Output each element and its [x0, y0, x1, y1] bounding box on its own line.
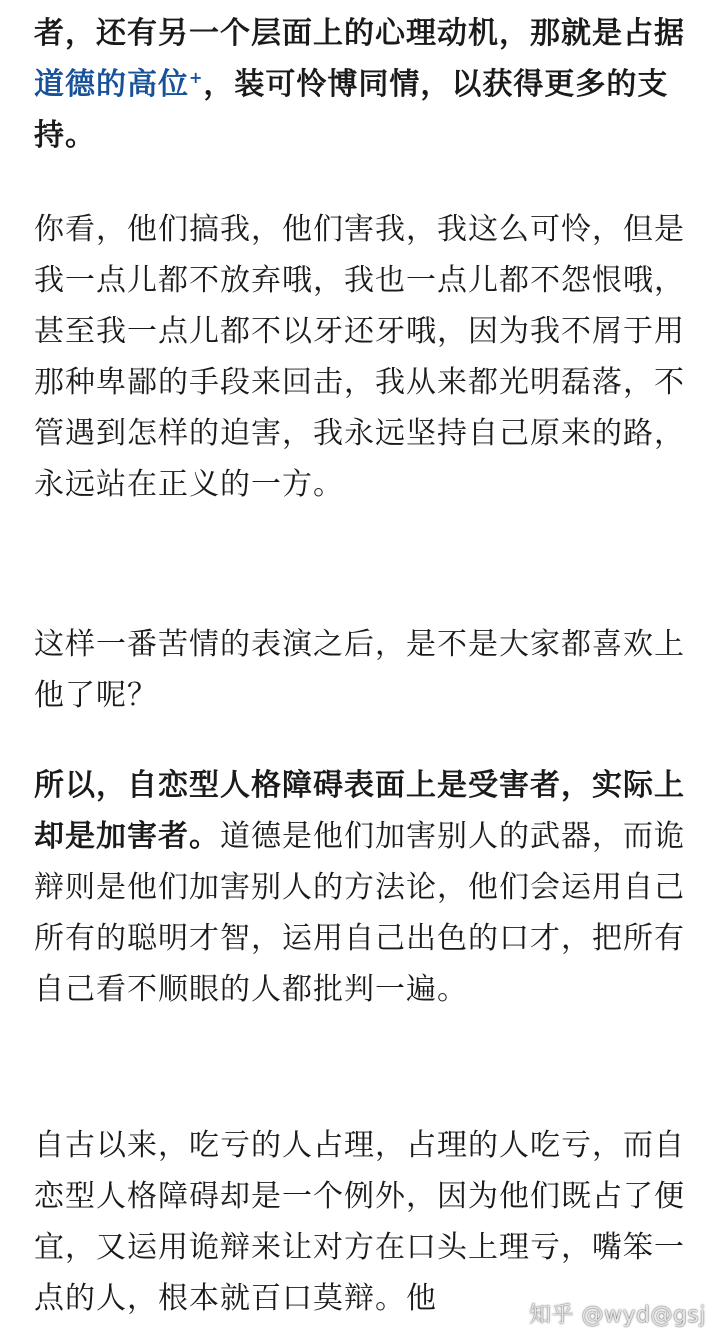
paragraph-4-bold: 所以，自恋型人格障碍表面上是受害者，实际上却是加害者。 [34, 768, 685, 854]
paragraph-1 [34, 8, 690, 161]
paragraph-1-after: ，装可怜博同情，以获得更多的支持。 [34, 67, 669, 153]
paragraph-4 [34, 760, 690, 1015]
paragraph-3: 这样一番苦情的表演之后，是不是大家都喜欢上他了呢？ [34, 627, 685, 713]
zhihu-watermark: 知乎 @wyd@gsj [528, 1303, 706, 1328]
paragraph-4-rest: 道德是他们加害别人的武器，而诡辩则是他们加害别人的方法论，他们会运用自己所有的聪明才智，运用自己出色的口才，把所有自己看不顺眼的人都批判一遍。 [34, 819, 685, 1007]
paragraph-1-before: 者，还有另一个层面上的心理动机，那就是占据 [34, 16, 685, 51]
paragraph-2: 你看，他们搞我，他们害我，我这么可怜，但是我一点儿都不放弃哦，我也一点儿都不怨恨哦，甚至我一点儿都不以牙还牙哦，因为我不屑于用那种卑鄙的手段来回击，我从来都光明磊落，不管遇到怎样的迫害，我永远坚持自己原来的路，永远站在正义的一方。 [34, 212, 685, 502]
moral-high-ground-link[interactable]: 道德的高位 [34, 67, 189, 102]
paragraph-5: 自古以来，吃亏的人占理，占理的人吃亏，而自恋型人格障碍却是一个例外，因为他们既占了便宜，又运用诡辩来让对方在口头上理亏，嘴笨一点的人，根本就百口莫辩。他 [34, 1128, 685, 1316]
link-sparkle-icon: + [189, 68, 204, 87]
